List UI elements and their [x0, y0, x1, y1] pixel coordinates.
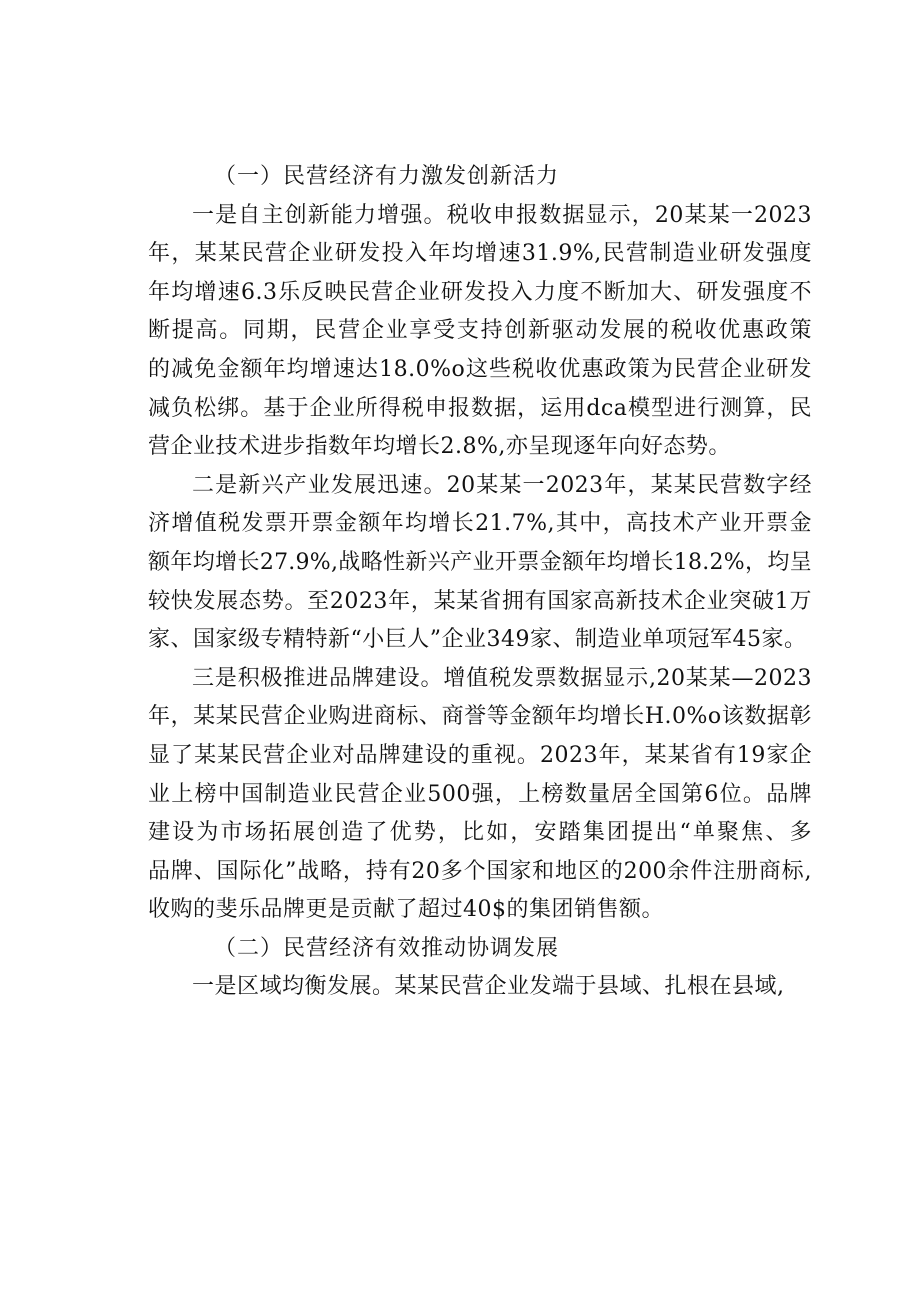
text-line: 显了某某民营企业对品牌建设的重视。2023年，某某省有19家企 — [148, 742, 812, 768]
text-line: 减负松绑。基于企业所得税申报数据，运用dca模型进行测算，民 — [148, 395, 812, 421]
text-line: 断提高。同期，民营企业享受支持创新驱动发展的税收优惠政策 — [148, 318, 812, 344]
text-line: 家、国家级专精特新“小巨人”企业349家、制造业单项冠军45家。 — [148, 627, 807, 653]
document-body — [148, 158, 812, 1007]
text-line: 收购的斐乐品牌更是贡献了超过40$的集团销售额。 — [148, 897, 664, 923]
paragraph-innovation — [148, 197, 812, 467]
text-line: 额年均增长27.9%,战略性新兴产业开票金额年均增长18.2%，均呈 — [148, 549, 812, 575]
text-line: 年，某某民营企业购进商标、商誉等金额年均增长H.0%o该数据彰 — [148, 704, 812, 730]
text-line: 二是新兴产业发展迅速。20某某一2023年，某某民营数字经 — [192, 472, 812, 498]
paragraph-brand-building — [148, 660, 812, 930]
text-line: 建设为市场拓展创造了优势，比如，安踏集团提出“单聚焦、多 — [148, 820, 812, 846]
text-line: 一是自主创新能力增强。税收申报数据显示，20某某一2023 — [192, 202, 812, 228]
text-line: 较快发展态势。至2023年，某某省拥有国家高新技术企业突破1万 — [148, 588, 812, 614]
text-line: 营企业技术进步指数年均增长2.8%,亦呈现逐年向好态势。 — [148, 434, 731, 460]
paragraph-regional-balance — [148, 968, 812, 1007]
text-line: 年，某某民营企业研发投入年均增速31.9%,民营制造业研发强度 — [148, 241, 812, 267]
section-heading-1: （一）民营经济有力激发创新活力 — [214, 164, 560, 189]
text-line: 的减免金额年均增速达18.0%o这些税收优惠政策为民营企业研发 — [148, 356, 812, 382]
paragraph-emerging-industries — [148, 467, 812, 660]
text-line: 一是区域均衡发展。某某民营企业发端于县域、扎根在县域, — [192, 974, 785, 1000]
text-line: 济增值税发票开票金额年均增长21.7%,其中，高技术产业开票金 — [148, 511, 812, 537]
text-line: 年均增速6.3乐反映民营企业研发投入力度不断加大、研发强度不 — [148, 279, 812, 305]
text-line: 品牌、国际化”战略，持有20多个国家和地区的200余件注册商标, — [148, 858, 812, 884]
text-line: 业上榜中国制造业民营企业500强，上榜数量居全国第6位。品牌 — [148, 781, 812, 807]
section-heading-2: （二）民营经济有效推动协调发展 — [214, 935, 560, 961]
text-line: 三是积极推进品牌建设。增值税发票数据显示,20某某—2023 — [192, 665, 812, 691]
